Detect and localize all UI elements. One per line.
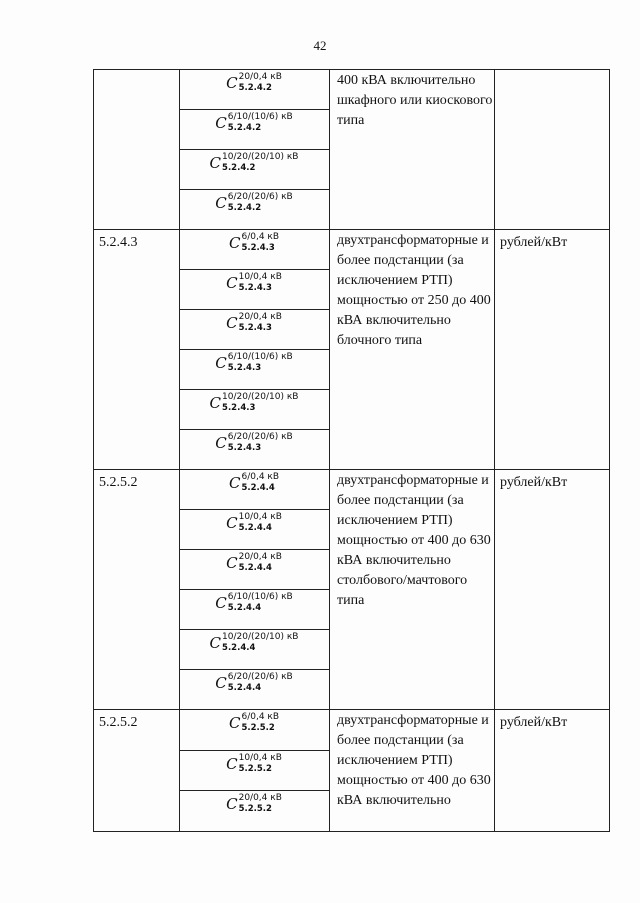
formula-symbol: C <box>215 434 227 452</box>
section-code: 5.2.4.3 <box>99 235 138 250</box>
formula-subscript: 5.2.4.2 <box>227 203 262 213</box>
section-divider <box>93 469 610 470</box>
formula-superscript: 20/0,4 кВ <box>238 72 282 82</box>
formula-superscript: 10/20/(20/10) кВ <box>222 152 299 162</box>
formula-symbol: C <box>228 474 241 492</box>
formula-superscript: 6/0,4 кВ <box>241 232 280 242</box>
formula-symbol: C <box>215 674 227 692</box>
tariff-formula <box>180 352 328 374</box>
formula-superscript: 6/20/(20/6) кВ <box>227 432 293 442</box>
formula-subscript: 5.2.4.3 <box>227 363 262 373</box>
formula-subscript: 5.2.4.3 <box>227 443 262 453</box>
section-description: 400 кВА включительно шкафного или киоскового типа <box>337 73 493 128</box>
formula-row-divider <box>179 389 330 390</box>
formula-subscript: 5.2.4.4 <box>222 643 256 653</box>
formula-symbol: C <box>228 234 241 252</box>
tariff-formula <box>180 512 328 534</box>
formula-row-divider <box>179 750 330 751</box>
tariff-formula <box>180 632 328 654</box>
formula-subscript: 5.2.4.4 <box>241 483 275 493</box>
formula-row-divider <box>179 589 330 590</box>
table-left-border <box>93 69 94 831</box>
formula-row-divider <box>179 189 330 190</box>
tariff-formula <box>180 472 328 494</box>
table-top-border <box>93 69 610 70</box>
tariff-formula <box>180 432 328 454</box>
formula-scripts <box>241 712 279 734</box>
formula-superscript: 20/0,4 кВ <box>238 312 282 322</box>
section-code: 5.2.5.2 <box>99 715 138 730</box>
formula-symbol: C <box>209 394 222 412</box>
formula-symbol: C <box>215 594 227 612</box>
formula-symbol: C <box>226 74 238 92</box>
formula-superscript: 10/0,4 кВ <box>238 752 282 763</box>
formula-subscript: 5.2.4.4 <box>238 563 272 573</box>
section-divider <box>93 709 610 710</box>
formula-superscript: 10/0,4 кВ <box>238 512 282 522</box>
formula-row-divider <box>179 109 330 110</box>
tariff-formula <box>180 72 328 94</box>
formula-scripts <box>222 152 298 174</box>
formula-scripts <box>222 632 298 654</box>
tariff-formula <box>180 192 328 214</box>
page-number: 42 <box>313 38 327 53</box>
formula-superscript: 6/20/(20/6) кВ <box>227 192 293 202</box>
formula-row-divider <box>179 429 330 430</box>
formula-symbol: C <box>226 795 238 814</box>
formula-scripts <box>228 432 293 454</box>
formula-subscript: 5.2.4.4 <box>227 603 262 613</box>
formula-subscript: 5.2.4.3 <box>238 283 272 293</box>
formula-row-divider <box>179 309 330 310</box>
tariff-formula <box>180 232 328 254</box>
formula-row-divider <box>179 509 330 510</box>
formula-scripts <box>241 472 279 494</box>
column-divider <box>494 69 495 831</box>
formula-superscript: 20/0,4 кВ <box>238 793 282 804</box>
formula-superscript: 6/10/(10/6) кВ <box>227 592 293 602</box>
formula-subscript: 5.2.4.4 <box>227 683 262 693</box>
tariff-formula <box>180 672 328 694</box>
formula-symbol: C <box>215 194 227 212</box>
section-description: двухтрансформаторные и более подстанции (за исключением РТП) мощностью от 400 до 630 кВА включительно <box>337 713 491 808</box>
formula-superscript: 6/10/(10/6) кВ <box>227 112 293 122</box>
formula-symbol: C <box>226 314 238 332</box>
formula-superscript: 6/0,4 кВ <box>241 472 280 482</box>
tariff-formula <box>180 793 328 815</box>
formula-subscript: 5.2.4.4 <box>238 523 272 533</box>
tariff-formula <box>180 272 328 294</box>
tariff-formula <box>180 592 328 614</box>
formula-subscript: 5.2.4.2 <box>222 163 256 173</box>
formula-subscript: 5.2.5.2 <box>238 763 272 774</box>
formula-symbol: C <box>226 274 238 292</box>
formula-symbol: C <box>215 354 227 372</box>
section-unit: рублей/кВт <box>500 475 568 490</box>
formula-superscript: 20/0,4 кВ <box>238 552 282 562</box>
formula-superscript: 10/0,4 кВ <box>238 272 282 282</box>
formula-symbol: C <box>226 754 238 773</box>
formula-superscript: 10/20/(20/10) кВ <box>222 392 299 402</box>
formula-superscript: 6/10/(10/6) кВ <box>227 352 293 362</box>
section-divider <box>93 229 610 230</box>
formula-scripts <box>239 312 282 334</box>
table-right-border <box>609 69 610 832</box>
formula-scripts <box>239 72 282 94</box>
tariff-formula <box>180 312 328 334</box>
formula-superscript: 10/20/(20/10) кВ <box>222 632 299 642</box>
formula-scripts <box>239 753 282 775</box>
formula-subscript: 5.2.4.2 <box>238 83 272 93</box>
formula-scripts <box>228 352 293 374</box>
section-unit: рублей/кВт <box>500 235 568 250</box>
formula-symbol: C <box>209 634 222 652</box>
column-divider <box>329 69 330 831</box>
formula-row-divider <box>179 669 330 670</box>
formula-scripts <box>228 672 293 694</box>
tariff-formula <box>180 392 328 414</box>
formula-subscript: 5.2.4.2 <box>227 123 262 133</box>
formula-subscript: 5.2.5.2 <box>238 804 272 815</box>
formula-symbol: C <box>209 154 222 172</box>
formula-row-divider <box>179 790 330 791</box>
section-unit: рублей/кВт <box>500 715 568 730</box>
formula-row-divider <box>179 549 330 550</box>
formula-symbol: C <box>226 514 238 532</box>
formula-scripts <box>228 592 293 614</box>
formula-superscript: 6/0,4 кВ <box>241 712 280 722</box>
formula-scripts <box>228 112 293 134</box>
formula-scripts <box>239 552 282 574</box>
formula-scripts <box>239 272 282 294</box>
table-bottom-border <box>93 831 610 832</box>
formula-scripts <box>239 793 282 815</box>
formula-scripts <box>228 192 293 214</box>
formula-symbol: C <box>228 714 241 732</box>
formula-superscript: 6/20/(20/6) кВ <box>227 672 293 682</box>
formula-row-divider <box>179 269 330 270</box>
formula-scripts <box>239 512 282 534</box>
formula-symbol: C <box>215 114 227 132</box>
formula-subscript: 5.2.4.3 <box>241 243 275 253</box>
section-description: двухтрансформаторные и более подстанции (за исключением РТП) мощностью от 250 до 400 кВА включительно блочного типа <box>337 233 491 348</box>
formula-scripts <box>222 392 298 414</box>
formula-row-divider <box>179 629 330 630</box>
tariff-formula <box>180 152 328 174</box>
formula-row-divider <box>179 349 330 350</box>
tariff-formula <box>180 552 328 574</box>
formula-symbol: C <box>226 554 238 572</box>
section-code: 5.2.5.2 <box>99 475 138 490</box>
formula-row-divider <box>179 149 330 150</box>
tariff-formula <box>180 112 328 134</box>
formula-subscript: 5.2.4.3 <box>238 323 272 333</box>
formula-subscript: 5.2.5.2 <box>241 723 275 733</box>
section-description: двухтрансформаторные и более подстанции (за исключением РТП) мощностью от 400 до 630 кВА включительно столбового/мачтового типа <box>337 473 491 608</box>
formula-scripts <box>241 232 279 254</box>
tariff-formula <box>180 712 328 734</box>
tariff-formula <box>180 753 328 775</box>
formula-subscript: 5.2.4.3 <box>222 403 256 413</box>
